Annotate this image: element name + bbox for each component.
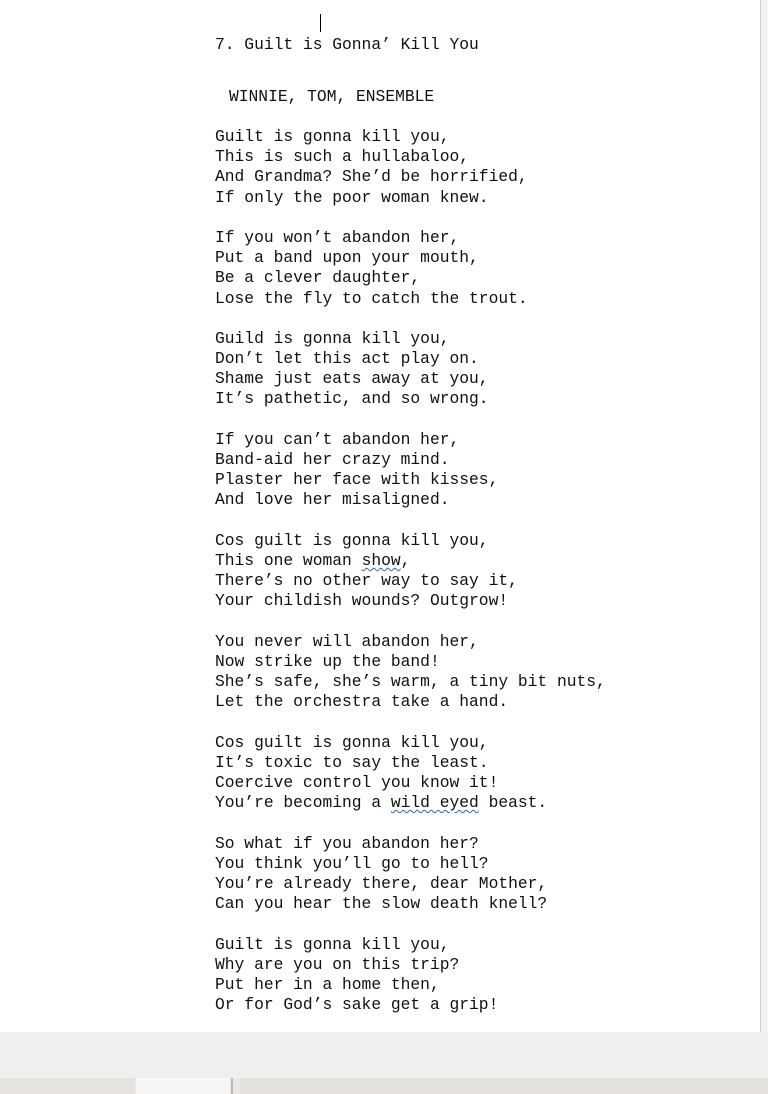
stanza [215,329,755,410]
lyric-line: Why are you on this trip? [215,954,460,974]
page-gap [0,1032,768,1078]
lyric-line: Put her in a home then, [215,974,440,994]
lyric-line: Guilt is gonna kill you, [215,934,450,954]
lyric-line: Don’t let this act play on. [215,349,479,369]
lyric-line: Let the orchestra take a hand. [215,692,509,712]
lyric-line: There’s no other way to say it, [215,571,518,591]
status-strip [0,1078,768,1094]
lyric-line: So what if you abandon her? [215,833,479,853]
stanza [215,228,755,309]
text-cursor [320,14,321,32]
lyric-line: This is such a hullabaloo, [215,147,470,167]
stanza [215,127,755,208]
stanza [215,531,755,612]
lyric-line: Or for God’s sake get a grip! [215,995,499,1015]
vertical-scrollbar[interactable] [760,0,768,1032]
lyric-line: Band-aid her crazy mind. [215,450,450,469]
lyric-line: She’s safe, she’s warm, a tiny bit nuts, [215,672,606,692]
lyric-line: And Grandma? She’d be horrified, [215,167,528,187]
lyric-line: Can you hear the slow death knell? [215,894,548,914]
song-title: 7. Guilt is Gonna’ Kill You [215,35,479,54]
stanza [215,834,755,915]
spellcheck-flag[interactable]: show [361,550,401,570]
lyric-line: Guild is gonna kill you, [215,328,450,348]
character-list: WINNIE, TOM, ENSEMBLE [229,87,435,106]
lyric-line: And love her misaligned. [215,490,450,510]
lyric-line: Cos guilt is gonna kill you, [215,732,489,752]
status-segment-middle [136,1078,230,1094]
lyric-line: This one woman show, [215,550,411,570]
stanza [215,733,755,814]
lyric-line: Coercive control you know it! [215,773,499,792]
lyric-line: Your childish wounds? Outgrow! [215,591,509,611]
lyric-line: Lose the fly to catch the trout. [215,288,528,308]
lyric-line: You think you’ll go to hell? [215,853,489,873]
lyric-line: You’re becoming a wild eyed beast. [215,793,548,813]
lyric-line: If only the poor woman knew. [215,187,489,207]
stanza [215,935,755,1016]
lyric-line: Now strike up the band! [215,651,440,671]
stanza [215,632,755,713]
lyric-line: You’re already there, dear Mother, [215,873,548,893]
lyric-line: Guilt is gonna kill you, [215,127,450,146]
lyric-line: Shame just eats away at you, [215,369,489,389]
lyrics-body [215,127,755,1035]
status-segment-right [240,1078,768,1094]
lyric-line: If you won’t abandon her, [215,227,460,247]
lyric-line: Put a band upon your mouth, [215,248,479,268]
lyric-line: You never will abandon her, [215,631,479,651]
stanza [215,430,755,511]
status-divider [231,1078,233,1094]
lyric-line: Be a clever daughter, [215,268,421,288]
spellcheck-flag[interactable]: wild eyed [390,793,479,813]
lyric-line: It’s pathetic, and so wrong. [215,389,489,409]
lyric-line: It’s toxic to say the least. [215,752,489,772]
status-segment-left [0,1078,134,1094]
lyric-line: Cos guilt is gonna kill you, [215,530,489,550]
lyric-line: If you can’t abandon her, [215,429,460,449]
lyric-line: Plaster her face with kisses, [215,470,499,490]
